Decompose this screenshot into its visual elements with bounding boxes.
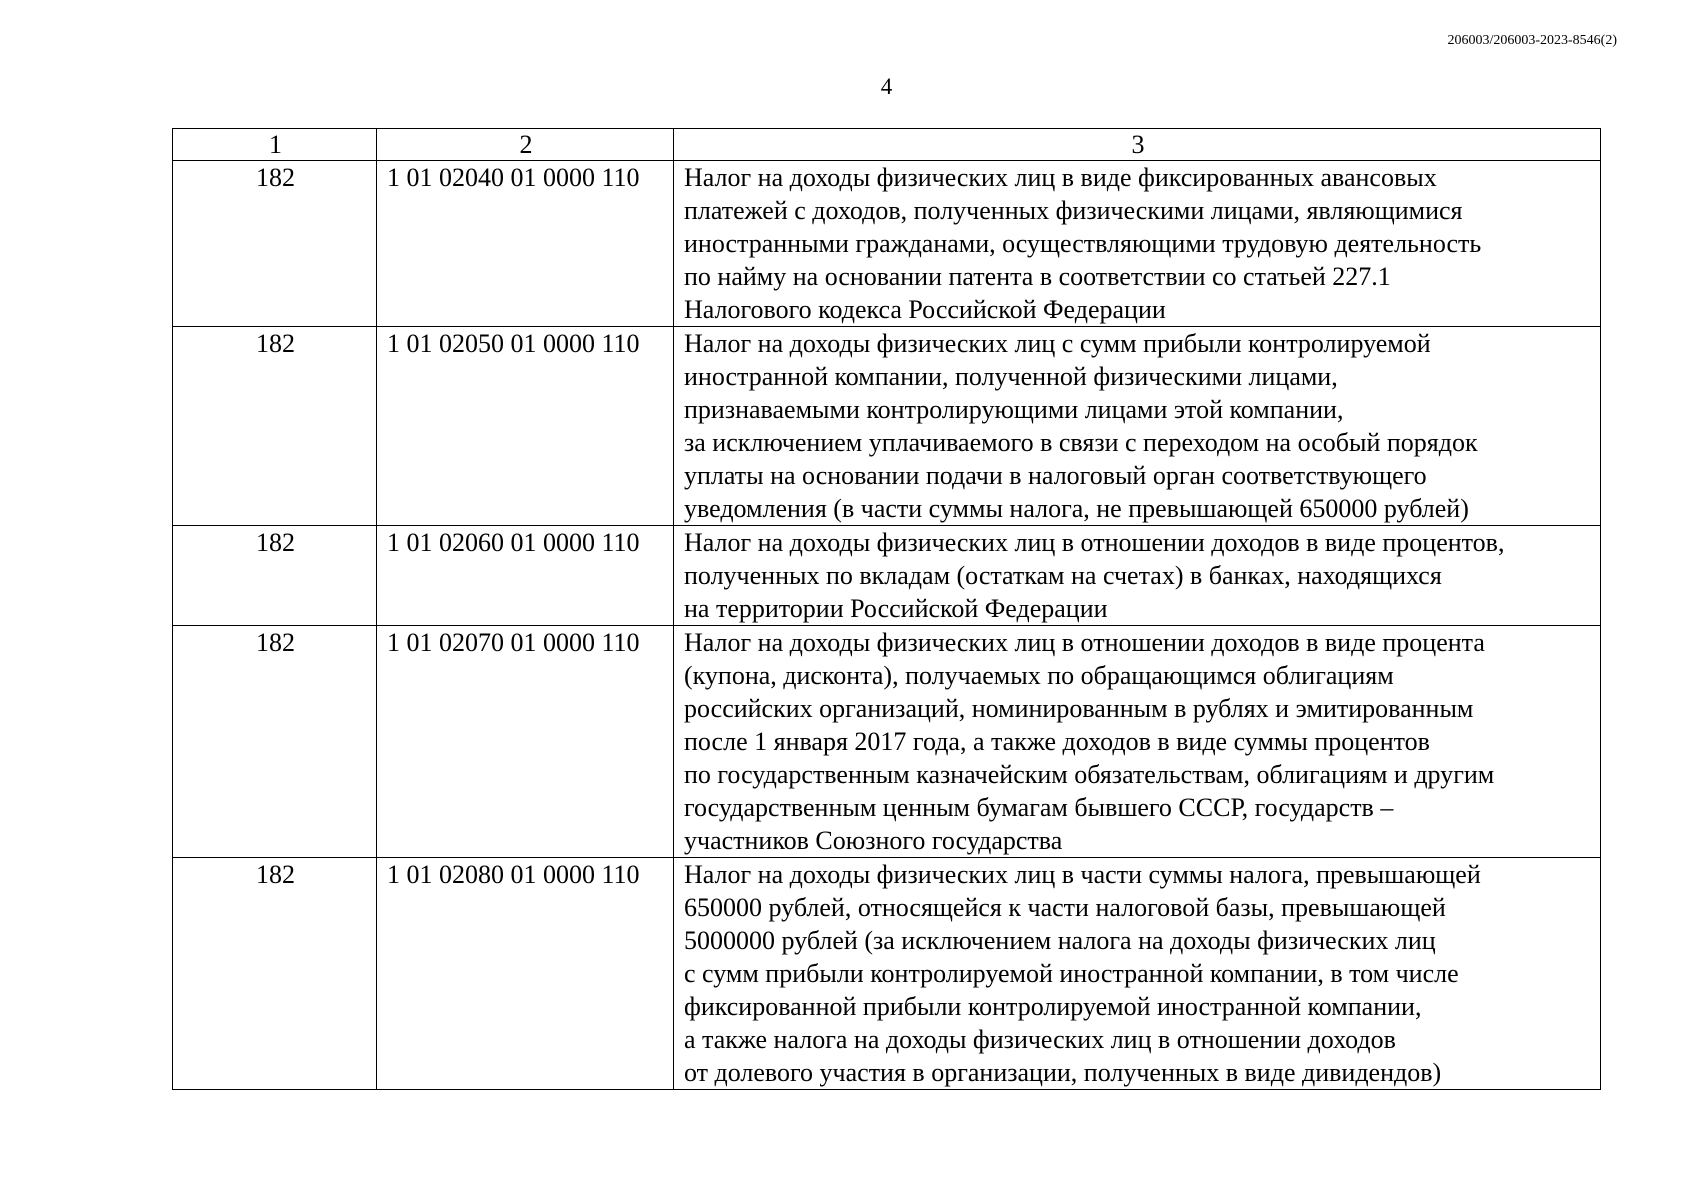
kbk-code-cell: 1 01 02060 01 0000 110 <box>377 526 674 626</box>
description-line: признаваемыми контролирующими лицами этой компании, <box>684 395 1344 424</box>
description-line: полученных по вкладам (остаткам на счетах) в банках, находящихся <box>684 561 1442 590</box>
table-row <box>173 327 1601 526</box>
description-line: иностранными гражданами, осуществляющими трудовую деятельность <box>684 229 1482 258</box>
description-line: от долевого участия в организации, полученных в виде дивидендов) <box>684 1058 1442 1087</box>
description-line: после 1 января 2017 года, а также доходов в виде суммы процентов <box>684 727 1430 756</box>
description-cell <box>674 327 1601 526</box>
description-line: на территории Российской Федерации <box>684 594 1108 623</box>
description-line: а также налога на доходы физических лиц в отношении доходов <box>684 1025 1396 1054</box>
page-number: 4 <box>880 74 893 99</box>
description-line: по государственным казначейским обязательствам, облигациям и другим <box>684 760 1495 789</box>
kbk-code-cell: 1 01 02040 01 0000 110 <box>377 161 674 327</box>
description-line: Налог на доходы физических лиц в виде фиксированных авансовых <box>684 163 1437 192</box>
table-body <box>173 161 1601 1090</box>
description-line: уведомления (в части суммы налога, не превышающей 650000 рублей) <box>684 494 1469 523</box>
admin-code-cell: 182 <box>173 858 377 1090</box>
description-line: фиксированной прибыли контролируемой иностранной компании, <box>684 992 1422 1021</box>
kbk-code-cell: 1 01 02080 01 0000 110 <box>377 858 674 1090</box>
description-line: российских организаций, номинированным в рублях и эмитированным <box>684 694 1474 723</box>
description-cell <box>674 526 1601 626</box>
budget-classification-table <box>172 128 1601 1090</box>
admin-code-cell: 182 <box>173 327 377 526</box>
table-row <box>173 526 1601 626</box>
description-line: участников Союзного государства <box>684 826 1063 855</box>
table-row <box>173 161 1601 327</box>
table-row <box>173 626 1601 858</box>
admin-code-cell: 182 <box>173 626 377 858</box>
document-id: 206003/206003-2023-8546(2) <box>1447 33 1617 48</box>
description-line: Налог на доходы физических лиц с сумм прибыли контролируемой <box>684 329 1431 358</box>
table-row <box>173 858 1601 1090</box>
description-line: с сумм прибыли контролируемой иностранной компании, в том числе <box>684 959 1459 988</box>
column-header-2: 2 <box>377 129 674 161</box>
description-line: по найму на основании патента в соответствии со статьей 227.1 <box>684 262 1391 291</box>
description-line: уплаты на основании подачи в налоговый орган соответствующего <box>684 461 1427 490</box>
column-header-3: 3 <box>674 129 1601 161</box>
description-cell <box>674 161 1601 327</box>
table-header-row <box>173 129 1601 161</box>
description-line: Налогового кодекса Российской Федерации <box>684 295 1166 324</box>
kbk-code-cell: 1 01 02070 01 0000 110 <box>377 626 674 858</box>
description-line: государственным ценным бумагам бывшего СССР, государств – <box>684 793 1394 822</box>
admin-code-cell: 182 <box>173 161 377 327</box>
description-line: (купона, дисконта), получаемых по обращающимся облигациям <box>684 661 1394 690</box>
description-line: иностранной компании, полученной физическими лицами, <box>684 362 1338 391</box>
description-cell <box>674 858 1601 1090</box>
description-line: 650000 рублей, относящейся к части налоговой базы, превышающей <box>684 893 1446 922</box>
column-header-1: 1 <box>173 129 377 161</box>
description-cell <box>674 626 1601 858</box>
description-line: платежей с доходов, полученных физическими лицами, являющимися <box>684 196 1463 225</box>
description-line: за исключением уплачиваемого в связи с переходом на особый порядок <box>684 428 1478 457</box>
admin-code-cell: 182 <box>173 526 377 626</box>
description-line: Налог на доходы физических лиц в отношении доходов в виде процентов, <box>684 528 1505 557</box>
kbk-code-cell: 1 01 02050 01 0000 110 <box>377 327 674 526</box>
description-line: Налог на доходы физических лиц в отношении доходов в виде процента <box>684 628 1485 657</box>
description-line: Налог на доходы физических лиц в части суммы налога, превышающей <box>684 860 1481 889</box>
description-line: 5000000 рублей (за исключением налога на доходы физических лиц <box>684 926 1436 955</box>
